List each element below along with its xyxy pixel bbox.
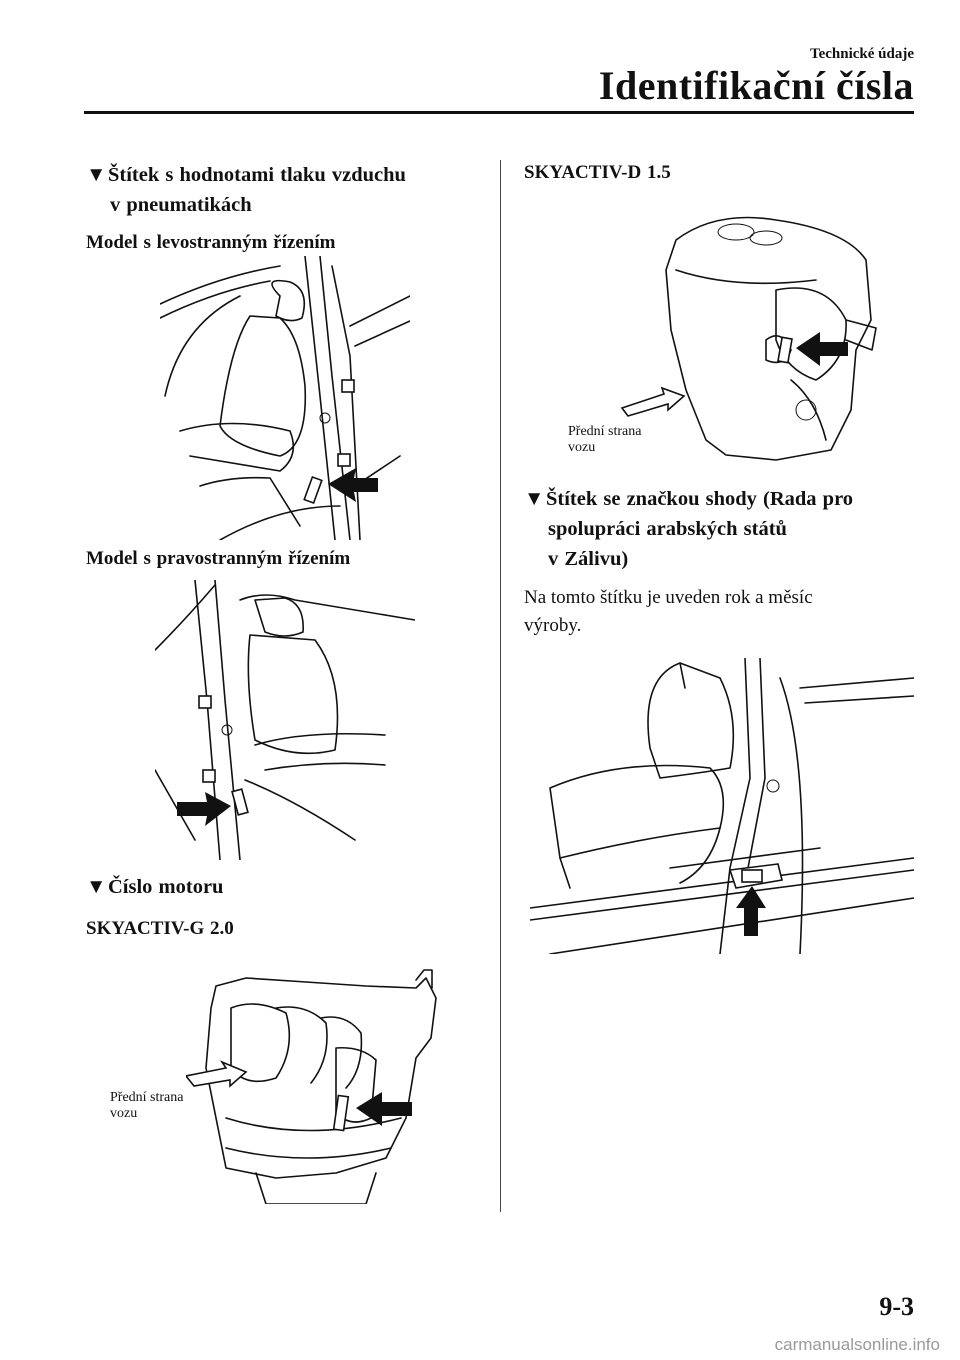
engine-number-heading: ▼Číslo motoru xyxy=(86,872,223,902)
rhd-caption: Model s pravostranným řízením xyxy=(86,548,351,569)
front-direction-label-d: Přední strana vozu xyxy=(568,424,642,455)
column-divider xyxy=(500,160,501,1212)
skyactiv-g-engine-illustration xyxy=(186,968,446,1204)
triangle-down-icon: ▼ xyxy=(524,488,545,510)
lhd-caption: Model s levostranným řízením xyxy=(86,232,336,253)
lhd-door-illustration xyxy=(160,256,410,540)
triangle-down-icon: ▼ xyxy=(86,876,107,898)
watermark: carmanualsonline.info xyxy=(774,1335,940,1354)
triangle-down-icon: ▼ xyxy=(86,164,107,186)
conformity-description: Na tomto štítku je uveden rok a měsíc výroby. xyxy=(524,587,813,636)
tire-label-heading: ▼Štítek s hodnotami tlaku vzduchu v pneumatikách xyxy=(86,160,406,220)
front-direction-label-g: Přední strana vozu xyxy=(110,1090,184,1121)
page-number: 9-3 xyxy=(879,1292,914,1321)
section-title: Identifikační čísla xyxy=(598,63,914,108)
skyactiv-g-label: SKYACTIV-G 2.0 xyxy=(86,918,234,939)
conformity-label-heading: ▼Štítek se značkou shody (Rada pro spolupráci arabských států v Zálivu) xyxy=(524,484,853,574)
skyactiv-d-label: SKYACTIV-D 1.5 xyxy=(524,162,671,183)
chapter-title: Technické údaje xyxy=(809,46,914,62)
conformity-label-illustration xyxy=(530,658,914,954)
skyactiv-d-engine-illustration xyxy=(616,210,886,466)
rhd-door-illustration xyxy=(155,580,415,860)
header-rule xyxy=(84,111,914,114)
